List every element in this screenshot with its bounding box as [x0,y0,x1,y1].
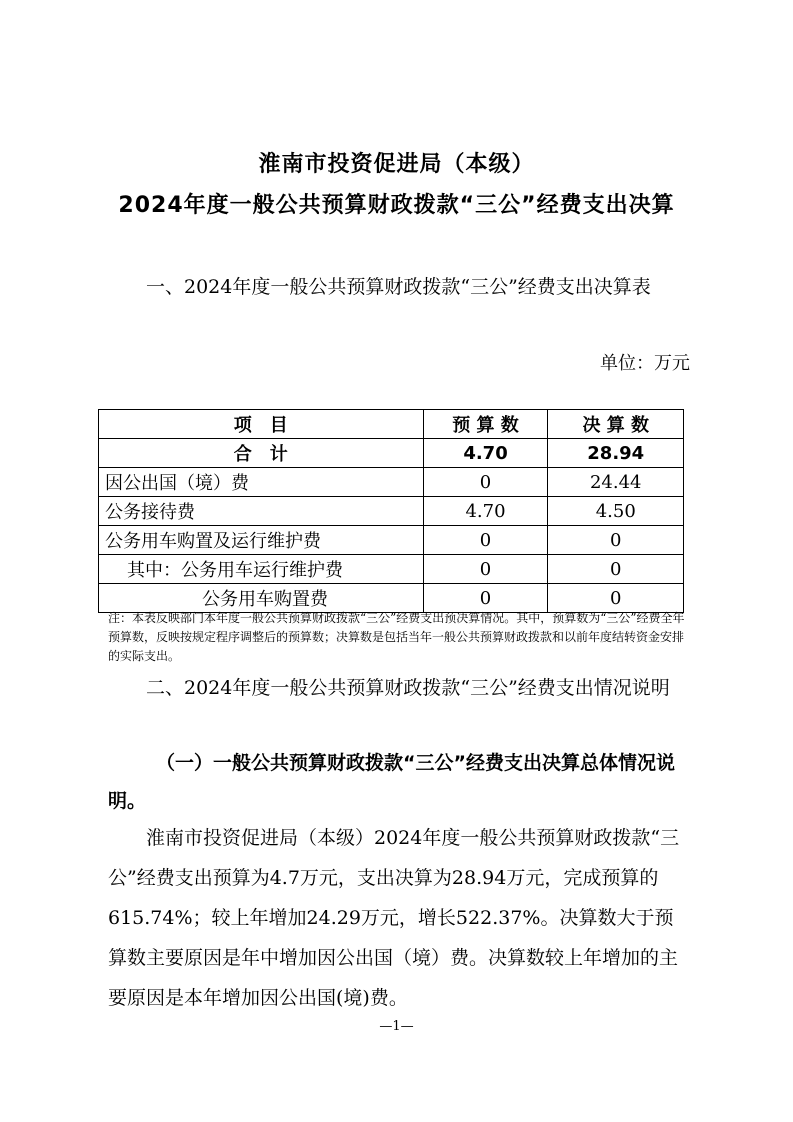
header-budget: 预 算 数 [423,410,548,439]
row-label: 公务用车购置费 [99,584,424,613]
row-label: 因公出国（境）费 [99,468,424,497]
table-total-row [99,439,684,468]
table-note: 注：本表反映部门本年度一般公共预算财政拨款“三公”经费支出预决算情况。其中，预算数为“三公”经费全年预算数，反映按规定程序调整后的预算数；决算数是包括当年一般公共预算财政拨款和以前年度结转资金安排的实际支出。 [108,611,685,663]
row-label: 公务接待费 [99,497,424,526]
unit-label: 单位：万元 [600,353,690,374]
section1-heading: 一、2024年度一般公共预算财政拨款“三公”经费支出决算表 [146,276,651,298]
document-subtitle: 2024年度一般公共预算财政拨款“三公”经费支出决算 [118,193,675,218]
section2-subheading: （一）一般公共预算财政拨款“三公”经费支出决算总体情况说明。 [108,752,675,812]
row-label: 公务用车购置及运行维护费 [99,526,424,555]
row-actual: 0 [548,526,684,555]
row-budget: 0 [423,584,548,613]
table-row [99,468,684,497]
budget-table [98,409,684,613]
table-row [99,497,684,526]
document-title: 淮南市投资促进局（本级） [258,152,535,177]
row-budget: 4.70 [423,497,548,526]
row-actual: 24.44 [548,468,684,497]
row-budget: 0 [423,526,548,555]
table-row [99,555,684,584]
header-item: 项 目 [99,410,424,439]
total-budget: 4.70 [423,439,548,468]
section2-body: 淮南市投资促进局（本级）2024年度一般公共预算财政拨款“三公”经费支出预算为4.7万元，支出决算为28.94万元，完成预算的615.74%；较上年增加24.29万元，增长522.37%。决算数大于预算数主要原因是年中增加因公出国（境）费。决算数较上年增加的主要原因是本年增加因公出国(境)费。 [108,827,680,1009]
row-budget: 0 [423,555,548,584]
total-label: 合 计 [99,439,424,468]
section2-heading: 二、2024年度一般公共预算财政拨款“三公”经费支出情况说明 [146,677,670,699]
table-row [99,526,684,555]
row-actual: 0 [548,555,684,584]
table-header-row [99,410,684,439]
header-actual: 决 算 数 [548,410,684,439]
row-actual: 0 [548,584,684,613]
page-number: —1— [379,1019,414,1034]
total-actual: 28.94 [548,439,684,468]
row-actual: 4.50 [548,497,684,526]
row-label: 其中：公务用车运行维护费 [99,555,424,584]
row-budget: 0 [423,468,548,497]
